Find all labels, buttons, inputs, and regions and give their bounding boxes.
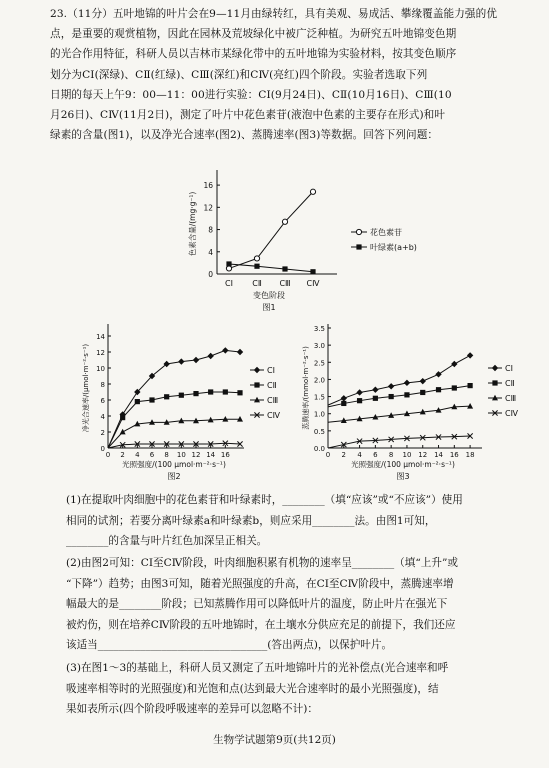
sub2-line: 幅最大的是________阶段；已知蒸腾作用可以降低叶片的温度，防止叶片在强光下 bbox=[66, 598, 448, 611]
x-tick-label: 16 bbox=[220, 451, 230, 459]
data-point bbox=[282, 266, 287, 271]
intro-line: 绿素的含量(图1)，以及净光合速率(图2)、蒸腾速率(图3)等数据。回答下列问题： bbox=[50, 129, 439, 142]
x-tick-label: 12 bbox=[418, 451, 428, 459]
data-point bbox=[164, 394, 169, 399]
series-line bbox=[328, 406, 470, 422]
x-axis-label: 光照强度/(100 μmol·m⁻²·s⁻¹) bbox=[122, 460, 226, 469]
sub-question-3 bbox=[66, 658, 522, 720]
y-tick-label: 0 bbox=[208, 270, 213, 279]
series-line bbox=[328, 355, 470, 405]
data-point bbox=[282, 219, 287, 224]
series-line bbox=[328, 436, 470, 448]
y-axis-label: 色素含量/(mg·g⁻¹) bbox=[188, 191, 197, 257]
x-tick-label: 8 bbox=[164, 451, 169, 459]
intro-line: 月26日)、CⅣ(11月2日)，测定了叶片中花色素苷(液泡中色素的主要存在形式)和叶 bbox=[50, 109, 446, 122]
legend-label: 叶绿素(a+b) bbox=[370, 243, 417, 252]
data-point bbox=[237, 390, 242, 395]
x-tick-label: 18 bbox=[465, 451, 475, 459]
y-tick-label: 10 bbox=[96, 365, 105, 373]
x-tick-label: 4 bbox=[357, 451, 362, 459]
legend-marker bbox=[254, 382, 259, 387]
y-tick-label: 1.0 bbox=[313, 410, 325, 419]
x-tick-label: 0 bbox=[325, 451, 331, 459]
sub2-line: 被灼伤，则在培养CⅣ阶段的五叶地锦时，在土壤水分供应充足的前提下，我们还应 bbox=[66, 618, 456, 631]
data-point bbox=[404, 392, 409, 397]
y-tick-label: 12 bbox=[203, 203, 213, 213]
y-tick-label: 8 bbox=[100, 381, 105, 389]
data-point bbox=[467, 352, 473, 358]
y-axis-label: 蒸腾速率/(mmol·m⁻²·s⁻¹) bbox=[302, 346, 310, 430]
y-tick-label: 6 bbox=[100, 397, 105, 405]
sub3-line: 果如表所示(四个阶段呼吸速率的差异可以忽略不计)： bbox=[66, 703, 318, 716]
data-point bbox=[436, 387, 441, 392]
data-point bbox=[179, 393, 184, 398]
data-point bbox=[310, 189, 315, 194]
data-point bbox=[389, 394, 394, 399]
data-point bbox=[388, 383, 394, 389]
y-tick-label: 8 bbox=[208, 225, 213, 235]
data-point bbox=[420, 378, 426, 384]
legend-label: CⅢ bbox=[267, 396, 279, 405]
legend-marker bbox=[356, 244, 361, 249]
data-point bbox=[223, 389, 228, 394]
data-point bbox=[373, 396, 378, 401]
series-line bbox=[108, 443, 240, 448]
sub3-line: 吸速率相等时的光照强度)和光饱和点(达到最大光合速率时的最小光照强度)，结 bbox=[66, 682, 439, 695]
data-point bbox=[435, 371, 441, 377]
data-point bbox=[341, 401, 346, 406]
data-point bbox=[222, 347, 228, 353]
series-line bbox=[108, 392, 240, 448]
question-intro bbox=[50, 4, 520, 145]
x-tick-label: 4 bbox=[135, 451, 140, 459]
figure-label: 图2 bbox=[167, 472, 181, 481]
y-tick-label: 16 bbox=[203, 181, 213, 191]
x-tick-label: 16 bbox=[449, 451, 459, 459]
y-tick-label: 0 bbox=[100, 445, 105, 453]
sub2-line: “下降”）趋势；由图3可知，随着光照强度的升高，在CⅠ至CⅣ阶段中，蒸腾速率增 bbox=[66, 577, 454, 590]
data-point bbox=[193, 357, 199, 363]
data-point bbox=[237, 349, 243, 355]
legend-label: CⅡ bbox=[505, 379, 515, 388]
legend-label: CⅡ bbox=[267, 381, 277, 390]
series-line bbox=[229, 192, 313, 269]
data-point bbox=[149, 397, 154, 402]
page-footer: 生物学试题第9页(共12页) bbox=[213, 734, 336, 746]
legend-label: 花色素苷 bbox=[370, 228, 402, 237]
figure-label: 图3 bbox=[396, 472, 410, 481]
legend-marker bbox=[492, 380, 497, 385]
sub2-line: (2)由图2可知：CⅠ至CⅣ阶段，叶肉细胞积累有机物的速率呈________（填“上升”或 bbox=[66, 557, 458, 569]
intro-line: 划分为CⅠ(深绿)、CⅡ(红绿)、CⅢ(深红)和CⅣ(亮红)四个阶段。实验者选取下列 bbox=[50, 68, 428, 81]
x-tick-label: 2 bbox=[341, 451, 347, 459]
x-tick-label: 12 bbox=[191, 451, 201, 459]
data-point bbox=[193, 391, 198, 396]
data-point bbox=[207, 353, 213, 359]
data-point bbox=[404, 380, 410, 386]
x-tick-label: 14 bbox=[434, 451, 443, 459]
figure-2-chart bbox=[78, 320, 288, 498]
data-point bbox=[226, 261, 231, 266]
x-tick-label: 6 bbox=[149, 451, 155, 459]
series-line bbox=[229, 264, 313, 272]
data-point bbox=[420, 390, 425, 395]
data-point bbox=[372, 387, 378, 393]
intro-line: 日期的每天上午9：00—11：00进行实验：CⅠ(9月24日)、CⅡ(10月16日)、CⅢ(10 bbox=[50, 88, 452, 101]
intro-line: 23.（11分）五叶地锦的叶片会在9—11月由绿转红，具有美观、易成活、攀缘覆盖能力强的优 bbox=[50, 8, 498, 20]
y-tick-label: 2 bbox=[100, 429, 105, 437]
y-tick-label: 0.0 bbox=[313, 445, 325, 453]
y-tick-label: 3.5 bbox=[313, 325, 325, 333]
intro-line: 点，是重要的观赏植物，因此在园林及荒坡绿化中被广泛种植。为研究五叶地锦变色期 bbox=[50, 28, 457, 41]
x-tick-label: 2 bbox=[120, 451, 125, 459]
data-point bbox=[451, 361, 457, 367]
data-point bbox=[356, 389, 362, 395]
legend-label: CⅠ bbox=[267, 366, 275, 375]
series-line bbox=[108, 350, 240, 448]
y-tick-label: 4 bbox=[100, 413, 105, 421]
y-tick-label: 2.0 bbox=[313, 376, 325, 385]
y-tick-label: 2.5 bbox=[313, 359, 325, 368]
x-tick-label: 6 bbox=[373, 451, 378, 459]
y-axis-label: 净光合速率/(μmol·m⁻²·s⁻¹) bbox=[82, 343, 90, 433]
data-point bbox=[208, 389, 213, 394]
data-point bbox=[226, 266, 231, 271]
legend-label: CⅣ bbox=[267, 411, 280, 420]
data-point bbox=[310, 269, 315, 274]
data-point bbox=[178, 358, 184, 364]
data-point bbox=[341, 395, 347, 401]
sub-question-1 bbox=[66, 490, 522, 552]
data-point bbox=[357, 398, 362, 403]
y-tick-label: 14 bbox=[96, 333, 105, 341]
x-tick-label: CⅣ bbox=[306, 279, 320, 288]
x-tick-label: CⅢ bbox=[279, 279, 291, 288]
data-point bbox=[120, 415, 125, 420]
x-tick-label: CⅠ bbox=[225, 279, 233, 288]
intro-line: 的光合作用特征，科研人员以吉林市某绿化带中的五叶地锦为实验材料，按其变色顺序 bbox=[50, 48, 457, 61]
legend-marker bbox=[356, 229, 361, 234]
sub-question-2 bbox=[66, 553, 522, 656]
x-axis-label: 光照强度/(100 μmol·m⁻²·s⁻¹) bbox=[351, 460, 455, 469]
x-axis-label: 变色阶段 bbox=[253, 291, 285, 300]
data-point bbox=[254, 264, 259, 269]
legend-label: CⅢ bbox=[505, 394, 517, 403]
data-point bbox=[120, 429, 126, 435]
sub1-line: 相同的试剂；若要分离叶绿素a和叶绿素b，则应采用________法。由图1可知， bbox=[66, 514, 436, 527]
sub2-line: 该适当________________________________(答出两点)，以保护叶片。 bbox=[66, 639, 393, 652]
x-tick-label: 14 bbox=[206, 451, 216, 459]
data-point bbox=[254, 256, 259, 261]
legend-label: CⅠ bbox=[505, 364, 513, 373]
x-tick-label: CⅡ bbox=[252, 279, 262, 288]
data-point bbox=[468, 383, 473, 388]
legend-marker bbox=[254, 367, 260, 373]
figure-label: 图1 bbox=[262, 303, 276, 312]
x-tick-label: 10 bbox=[176, 451, 186, 459]
y-tick-label: 3.0 bbox=[313, 342, 325, 351]
legend-marker bbox=[492, 365, 498, 371]
x-tick-label: 0 bbox=[105, 451, 111, 459]
sub1-line: (1)在提取叶肉细胞中的花色素苷和叶绿素时，________（填“应该”或“不应该”）使用 bbox=[66, 494, 463, 506]
figure-3-chart bbox=[300, 320, 525, 498]
x-tick-label: 8 bbox=[388, 451, 394, 459]
sub1-line: ________的含量与叶片红色加深呈正相关。 bbox=[66, 535, 268, 548]
data-point bbox=[452, 385, 457, 390]
legend-label: CⅣ bbox=[505, 409, 518, 418]
y-tick-label: 4 bbox=[208, 247, 213, 257]
figure-1-chart bbox=[175, 164, 425, 322]
y-tick-label: 12 bbox=[96, 349, 105, 357]
data-point bbox=[135, 399, 140, 404]
x-tick-label: 10 bbox=[402, 451, 412, 459]
y-tick-label: 1.5 bbox=[313, 393, 325, 402]
y-tick-label: 0.5 bbox=[313, 427, 325, 436]
sub3-line: (3)在图1～3的基础上，科研人员又测定了五叶地锦叶片的光补偿点(光合速率和呼 bbox=[66, 662, 449, 674]
